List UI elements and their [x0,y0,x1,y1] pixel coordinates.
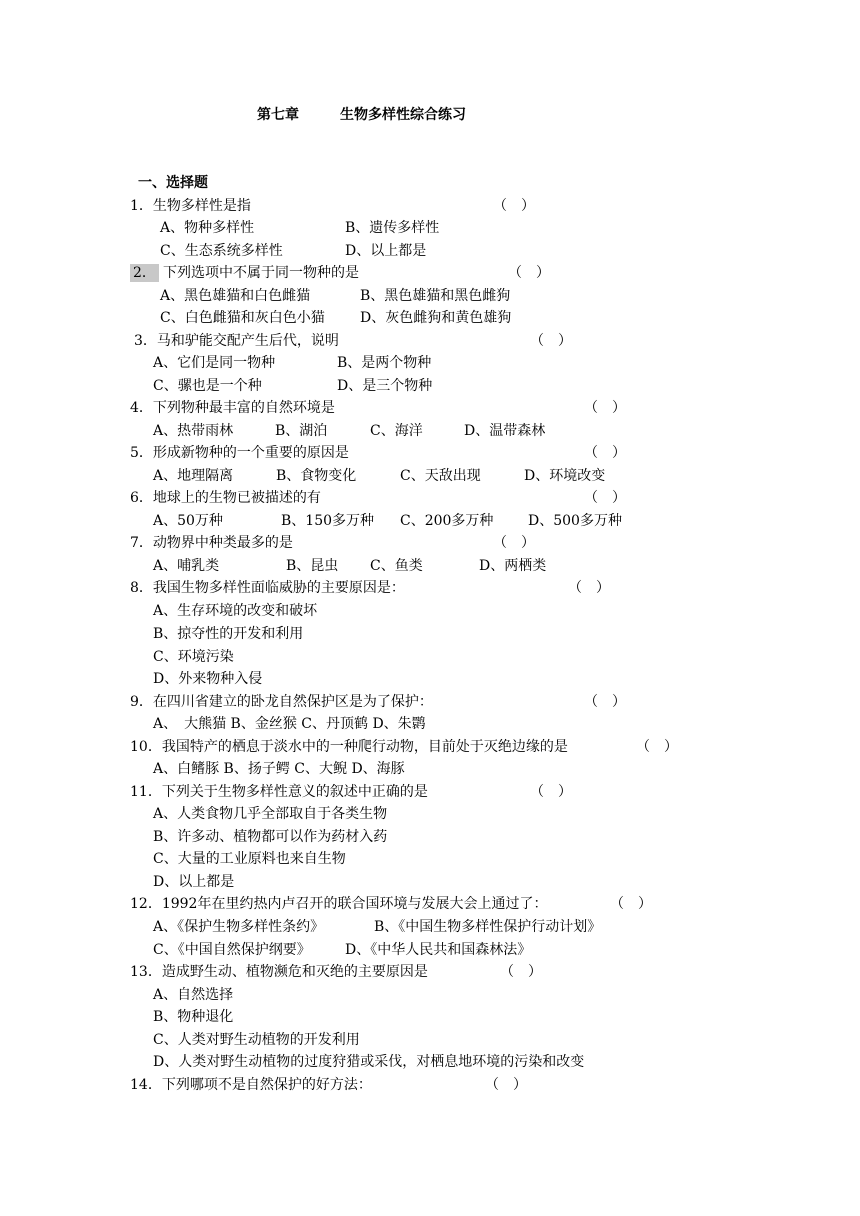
question-2-option-c: C、白色雌猫和灰白色小猫 [160,310,325,326]
question-7-option-a: A、哺乳类 [153,558,220,574]
question-6-option-a: A、50万种 [153,513,223,529]
question-3-option-d: D、是三个物种 [337,378,433,394]
question-5-stem: 5．形成新物种的一个重要的原因是 [130,445,349,461]
question-13-option-d: D、人类对野生动植物的过度狩猎或采伐，对栖息地环境的污染和改变 [153,1054,585,1070]
question-3-option-a: A、它们是同一物种 [153,355,276,371]
question-8-option-c: C、环境污染 [153,649,234,665]
question-14-answer-blank[interactable]: （ ） [485,1077,527,1093]
question-12-option-b: B、《中国生物多样性保护行动计划》 [374,919,602,935]
question-8-option-a: A、生存环境的改变和破坏 [153,603,318,619]
question-2-number: 2． [130,264,159,282]
question-13-answer-blank[interactable]: （ ） [500,964,542,980]
question-6-option-d: D、500多万种 [528,513,622,529]
page-title: 生物多样性综合练习 [340,107,466,123]
question-5-answer-blank[interactable]: （ ） [584,445,626,461]
question-11-option-a: A、人类食物几乎全部取自于各类生物 [153,806,388,822]
question-7-option-c: C、鱼类 [370,558,423,574]
question-5-option-a: A、地理隔离 [153,468,234,484]
question-7-option-d: D、两栖类 [479,558,547,574]
question-2-stem: 下列选项中不属于同一物种的是 [163,265,359,281]
question-4-answer-blank[interactable]: （ ） [584,400,626,416]
question-5-option-c: C、天敌出现 [400,468,481,484]
question-4-option-d: D、温带森林 [464,423,546,439]
question-1-option-a: A、物种多样性 [160,220,255,236]
question-7-stem: 7．动物界中种类最多的是 [130,535,293,551]
question-1-option-d: D、以上都是 [345,243,427,259]
question-10-options: A、白鳍豚 B、扬子鳄 C、大鲵 D、海豚 [153,761,405,777]
question-4-option-a: A、热带雨林 [153,423,234,439]
section-heading: 一、选择题 [138,175,208,191]
question-13-option-b: B、物种退化 [153,1009,234,1025]
question-12-option-a: A、《保护生物多样性条约》 [153,919,325,935]
question-8-answer-blank[interactable]: （ ） [568,580,610,596]
question-8-option-b: B、掠夺性的开发和利用 [153,626,304,642]
question-13-stem: 13．造成野生动、植物濒危和灭绝的主要原因是 [130,964,428,980]
question-3-stem: 3．马和驴能交配产生后代，说明 [134,333,339,349]
question-8-stem: 8．我国生物多样性面临威胁的主要原因是： [130,580,405,596]
question-9-options: A、 大熊猫 B、金丝猴 C、丹顶鹤 D、朱鹮 [153,716,426,732]
question-1-option-b: B、遗传多样性 [345,220,440,236]
question-11-option-b: B、许多动、植物都可以作为药材入药 [153,829,388,845]
question-2-option-d: D、灰色雌狗和黄色雄狗 [360,310,512,326]
question-2-option-a: A、黑色雄猫和白色雌猫 [160,288,311,304]
question-6-answer-blank[interactable]: （ ） [584,490,626,506]
question-4-option-c: C、海洋 [370,423,423,439]
question-3-answer-blank[interactable]: （ ） [530,333,572,349]
question-5-option-d: D、环境改变 [524,468,606,484]
question-12-option-d: D、《中华人民共和国森林法》 [345,942,532,958]
question-1-answer-blank[interactable]: （ ） [493,198,535,214]
question-1-stem: 1．生物多样性是指 [130,198,251,214]
question-11-option-c: C、大量的工业原料也来自生物 [153,851,346,867]
question-12-stem: 12．1992年在里约热内卢召开的联合国环境与发展大会上通过了： [130,896,548,912]
question-10-answer-blank[interactable]: （ ） [636,739,678,755]
question-9-stem: 9．在四川省建立的卧龙自然保护区是为了保护： [130,694,433,710]
question-12-answer-blank[interactable]: （ ） [610,896,652,912]
chapter-label: 第七章 [257,107,299,123]
question-9-answer-blank[interactable]: （ ） [584,694,626,710]
question-2-answer-blank[interactable]: （ ） [508,265,550,281]
question-14-stem: 14．下列哪项不是自然保护的好方法： [130,1077,372,1093]
question-8-option-d: D、外来物种入侵 [153,671,263,687]
question-11-answer-blank[interactable]: （ ） [530,784,572,800]
question-4-stem: 4．下列物种最丰富的自然环境是 [130,400,335,416]
question-5-option-b: B、食物变化 [276,468,357,484]
question-6-option-b: B、150多万种 [281,513,375,529]
question-3-option-b: B、是两个物种 [337,355,432,371]
question-7-option-b: B、昆虫 [286,558,339,574]
question-4-option-b: B、湖泊 [275,423,328,439]
question-6-stem: 6．地球上的生物已被描述的有 [130,490,321,506]
question-11-stem: 11．下列关于生物多样性意义的叙述中正确的是 [130,784,428,800]
question-12-option-c: C、《中国自然保护纲要》 [153,942,311,958]
question-2-option-b: B、黑色雄猫和黑色雌狗 [360,288,511,304]
question-13-option-c: C、人类对野生动植物的开发利用 [153,1032,360,1048]
question-11-option-d: D、以上都是 [153,874,235,890]
question-10-stem: 10．我国特产的栖息于淡水中的一种爬行动物，目前处于灭绝边缘的是 [130,739,568,755]
question-13-option-a: A、自然选择 [153,987,234,1003]
question-6-option-c: C、200多万种 [400,513,494,529]
question-1-option-c: C、生态系统多样性 [160,243,283,259]
question-3-option-c: C、骡也是一个种 [153,378,262,394]
question-7-answer-blank[interactable]: （ ） [493,535,535,551]
